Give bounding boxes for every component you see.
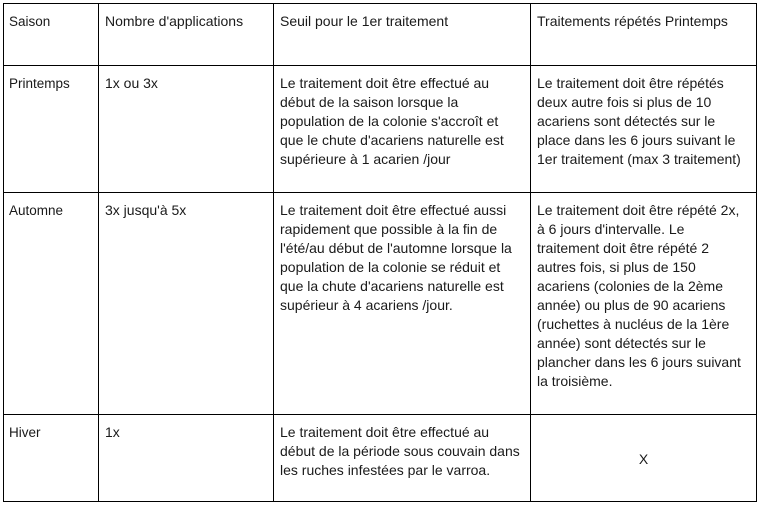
header-seuil: Seuil pour le 1er traitement xyxy=(274,4,531,66)
cell-seuil: Le traitement doit être effectué au début de la période sous couvain dans les ruches infestées par le varroa. xyxy=(274,415,531,502)
cell-repetes: Le traitement doit être répétés deux autre fois si plus de 10 acariens sont détectés sur le place dans les 6 jours suivant le 1er traitement (max 3 traitement) xyxy=(531,66,757,193)
cell-seuil: Le traitement doit être effectué au début de la saison lorsque la population de la colonie s'accroît et que le chute d'acariens naturelle est supérieure à 1 acarien /jour xyxy=(274,66,531,193)
table-row-hiver xyxy=(4,415,757,502)
header-nombre: Nombre d'applications xyxy=(99,4,274,66)
cell-nombre: 1x xyxy=(99,415,274,502)
table-header-row xyxy=(4,4,757,66)
cell-saison: Hiver xyxy=(4,415,99,502)
cell-saison: Printemps xyxy=(4,66,99,193)
header-saison: Saison xyxy=(4,4,99,66)
cell-repetes: X xyxy=(531,415,757,502)
table-row-printemps xyxy=(4,66,757,193)
cell-seuil: Le traitement doit être effectué aussi rapidement que possible à la fin de l'été/au début de l'automne lorsque la population de la colonie se réduit et que la chute d'acariens naturelle est supérieur à 4 acariens /jour. xyxy=(274,193,531,415)
header-repetes: Traitements répétés Printemps xyxy=(531,4,757,66)
cell-nombre: 3x jusqu'à 5x xyxy=(99,193,274,415)
cell-nombre: 1x ou 3x xyxy=(99,66,274,193)
cell-saison: Automne xyxy=(4,193,99,415)
table-row-automne xyxy=(4,193,757,415)
treatment-table xyxy=(3,3,757,502)
cell-repetes: Le traitement doit être répété 2x, à 6 jours d'intervalle. Le traitement doit être répété 2 autres fois, si plus de 150 acariens (colonies de la 2ème année) ou plus de 90 acariens (ruchettes à nucléus de la 1ère année) sont détectés sur le plancher dans les 6 jours suivant la troisième. xyxy=(531,193,757,415)
